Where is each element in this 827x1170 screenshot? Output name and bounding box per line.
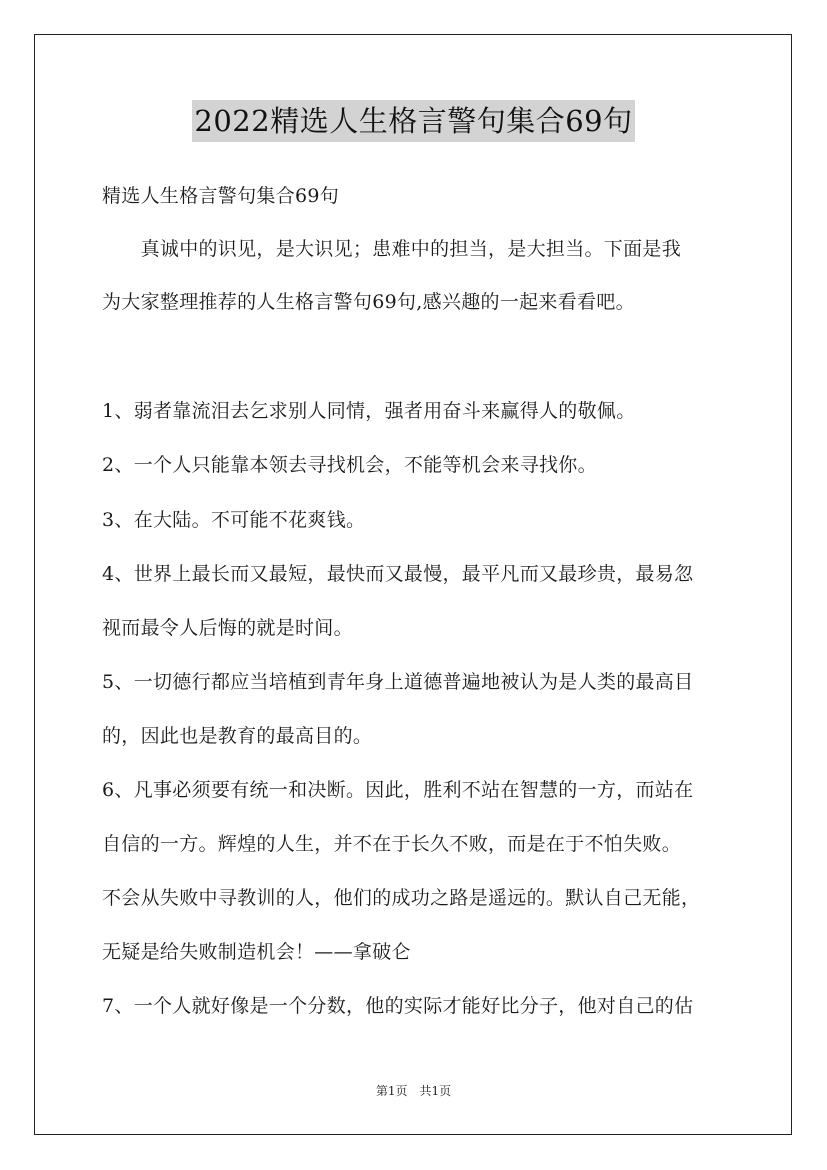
text-line: 6、凡事必须要有统一和决断。因此，胜利不站在智慧的一方，而站在 — [102, 779, 694, 801]
text-line: 7、一个人就好像是一个分数，他的实际才能好比分子，他对自己的估 — [102, 995, 694, 1017]
text-line: 5、一切德行都应当培植到青年身上道德普遍地被认为是人类的最高目 — [102, 671, 694, 693]
page-number-footer: 第1页 共1页 — [375, 1084, 452, 1098]
intro-line-1: 真诚中的识见，是大识见；患难中的担当，是大担当。下面是我 — [102, 238, 682, 260]
text-line: 自信的一方。辉煌的人生，并不在于长久不败，而是在于不怕失败。 — [102, 833, 682, 855]
text-line: 1、弱者靠流泪去乞求别人同情，强者用奋斗来赢得人的敬佩。 — [102, 400, 636, 422]
text-line: 4、世界上最长而又最短，最快而又最慢，最平凡而又最珍贵，最易忽 — [102, 563, 694, 585]
text-line: 视而最令人后悔的就是时间。 — [102, 617, 353, 639]
title-container — [0, 100, 827, 142]
text-line: 无疑是给失败制造机会！——拿破仑 — [102, 941, 411, 963]
text-line: 2、一个人只能靠本领去寻找机会，不能等机会来寻找你。 — [102, 454, 597, 476]
intro-line-2: 为大家整理推荐的人生格言警句69句,感兴趣的一起来看看吧。 — [102, 291, 635, 313]
text-line: 不会从失败中寻教训的人，他们的成功之路是遥远的。默认自己无能， — [102, 887, 701, 909]
document-title: 2022精选人生格言警句集合69句 — [192, 100, 634, 142]
text-line: 3、在大陆。不可能不花爽钱。 — [102, 509, 366, 531]
document-subtitle: 精选人生格言警句集合69句 — [102, 185, 340, 207]
text-line: 的，因此也是教育的最高目的。 — [102, 725, 373, 747]
